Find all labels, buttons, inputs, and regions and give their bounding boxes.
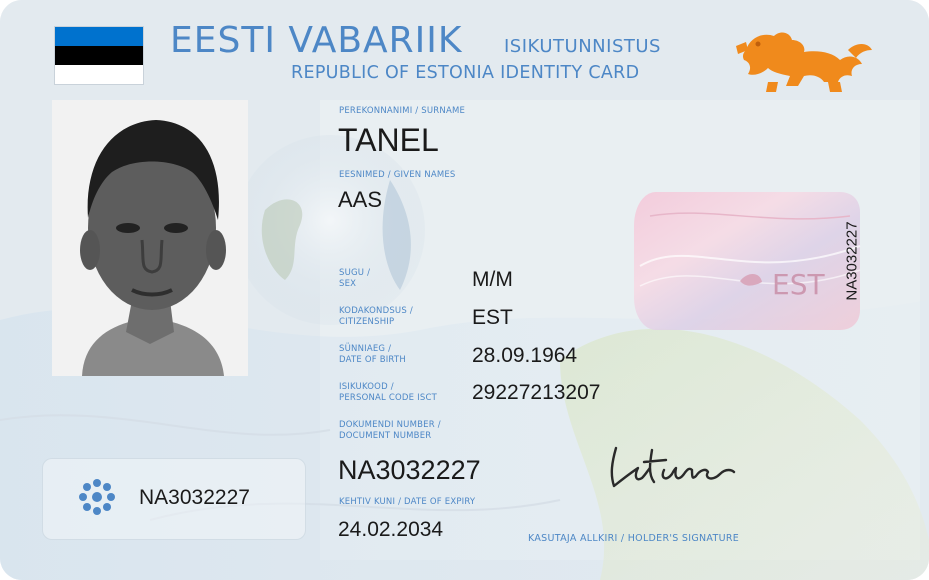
signature-label: KASUTAJA ALLKIRI / HOLDER'S SIGNATURE [528,533,740,544]
citizenship-label-line2: CITIZENSHIP [339,317,395,327]
date-of-birth-label-line2: DATE OF BIRTH [339,355,406,365]
document-number-label [339,420,441,442]
citizenship-label-line1: KODAKONDSUS / [339,306,413,316]
given-names-value: AAS [338,187,383,212]
hologram [630,186,865,336]
document-title-en: REPUBLIC OF ESTONIA IDENTITY CARD [291,63,640,83]
country-name: EESTI VABARIIK [170,20,463,61]
personal-code-label-line1: ISIKUKOOD / [339,382,394,392]
holder-photo [52,100,248,376]
date-of-expiry-label: KEHTIV KUNI / DATE OF EXPIRY [339,497,476,507]
given-names-label: EESNIMED / GIVEN NAMES [339,170,456,180]
sex-value: M/M [472,268,513,291]
document-number-value: NA3032227 [338,455,481,485]
surname-value: TANEL [338,122,439,158]
flag-stripe-blue [55,27,143,46]
sex-label [339,268,370,290]
flag-stripe-white [55,65,143,84]
document-number-label-line1: DOKUMENDI NUMBER / [339,420,441,430]
flag-stripe-black [55,46,143,65]
date-of-birth-value: 28.09.1964 [472,344,578,367]
date-of-expiry-value: 24.02.2034 [338,518,444,541]
vertical-document-number: NA3032227 [843,221,861,301]
cornflower-icon [76,476,118,518]
document-number-label-line2: DOCUMENT NUMBER [339,431,432,441]
personal-code-label-line2: PERSONAL CODE ISCT [339,393,437,403]
holder-signature [602,438,752,500]
citizenship-label [339,306,413,328]
sex-label-line1: SUGU / [339,268,371,278]
citizenship-value: EST [472,306,513,329]
personal-code-value: 29227213207 [472,381,601,404]
document-title-et: ISIKUTUNNISTUS [504,36,661,57]
estonian-flag [55,27,143,84]
date-of-birth-label-line1: SÜNNIAEG / [339,344,392,354]
lion-emblem-icon [728,20,878,95]
hologram-text: EST [772,268,825,301]
date-of-birth-label [339,344,406,366]
personal-code-label [339,382,437,404]
surname-label: PEREKONNANIMI / SURNAME [339,106,466,116]
sex-label-line2: SEX [339,279,357,289]
chip-document-number: NA3032227 [139,486,250,509]
